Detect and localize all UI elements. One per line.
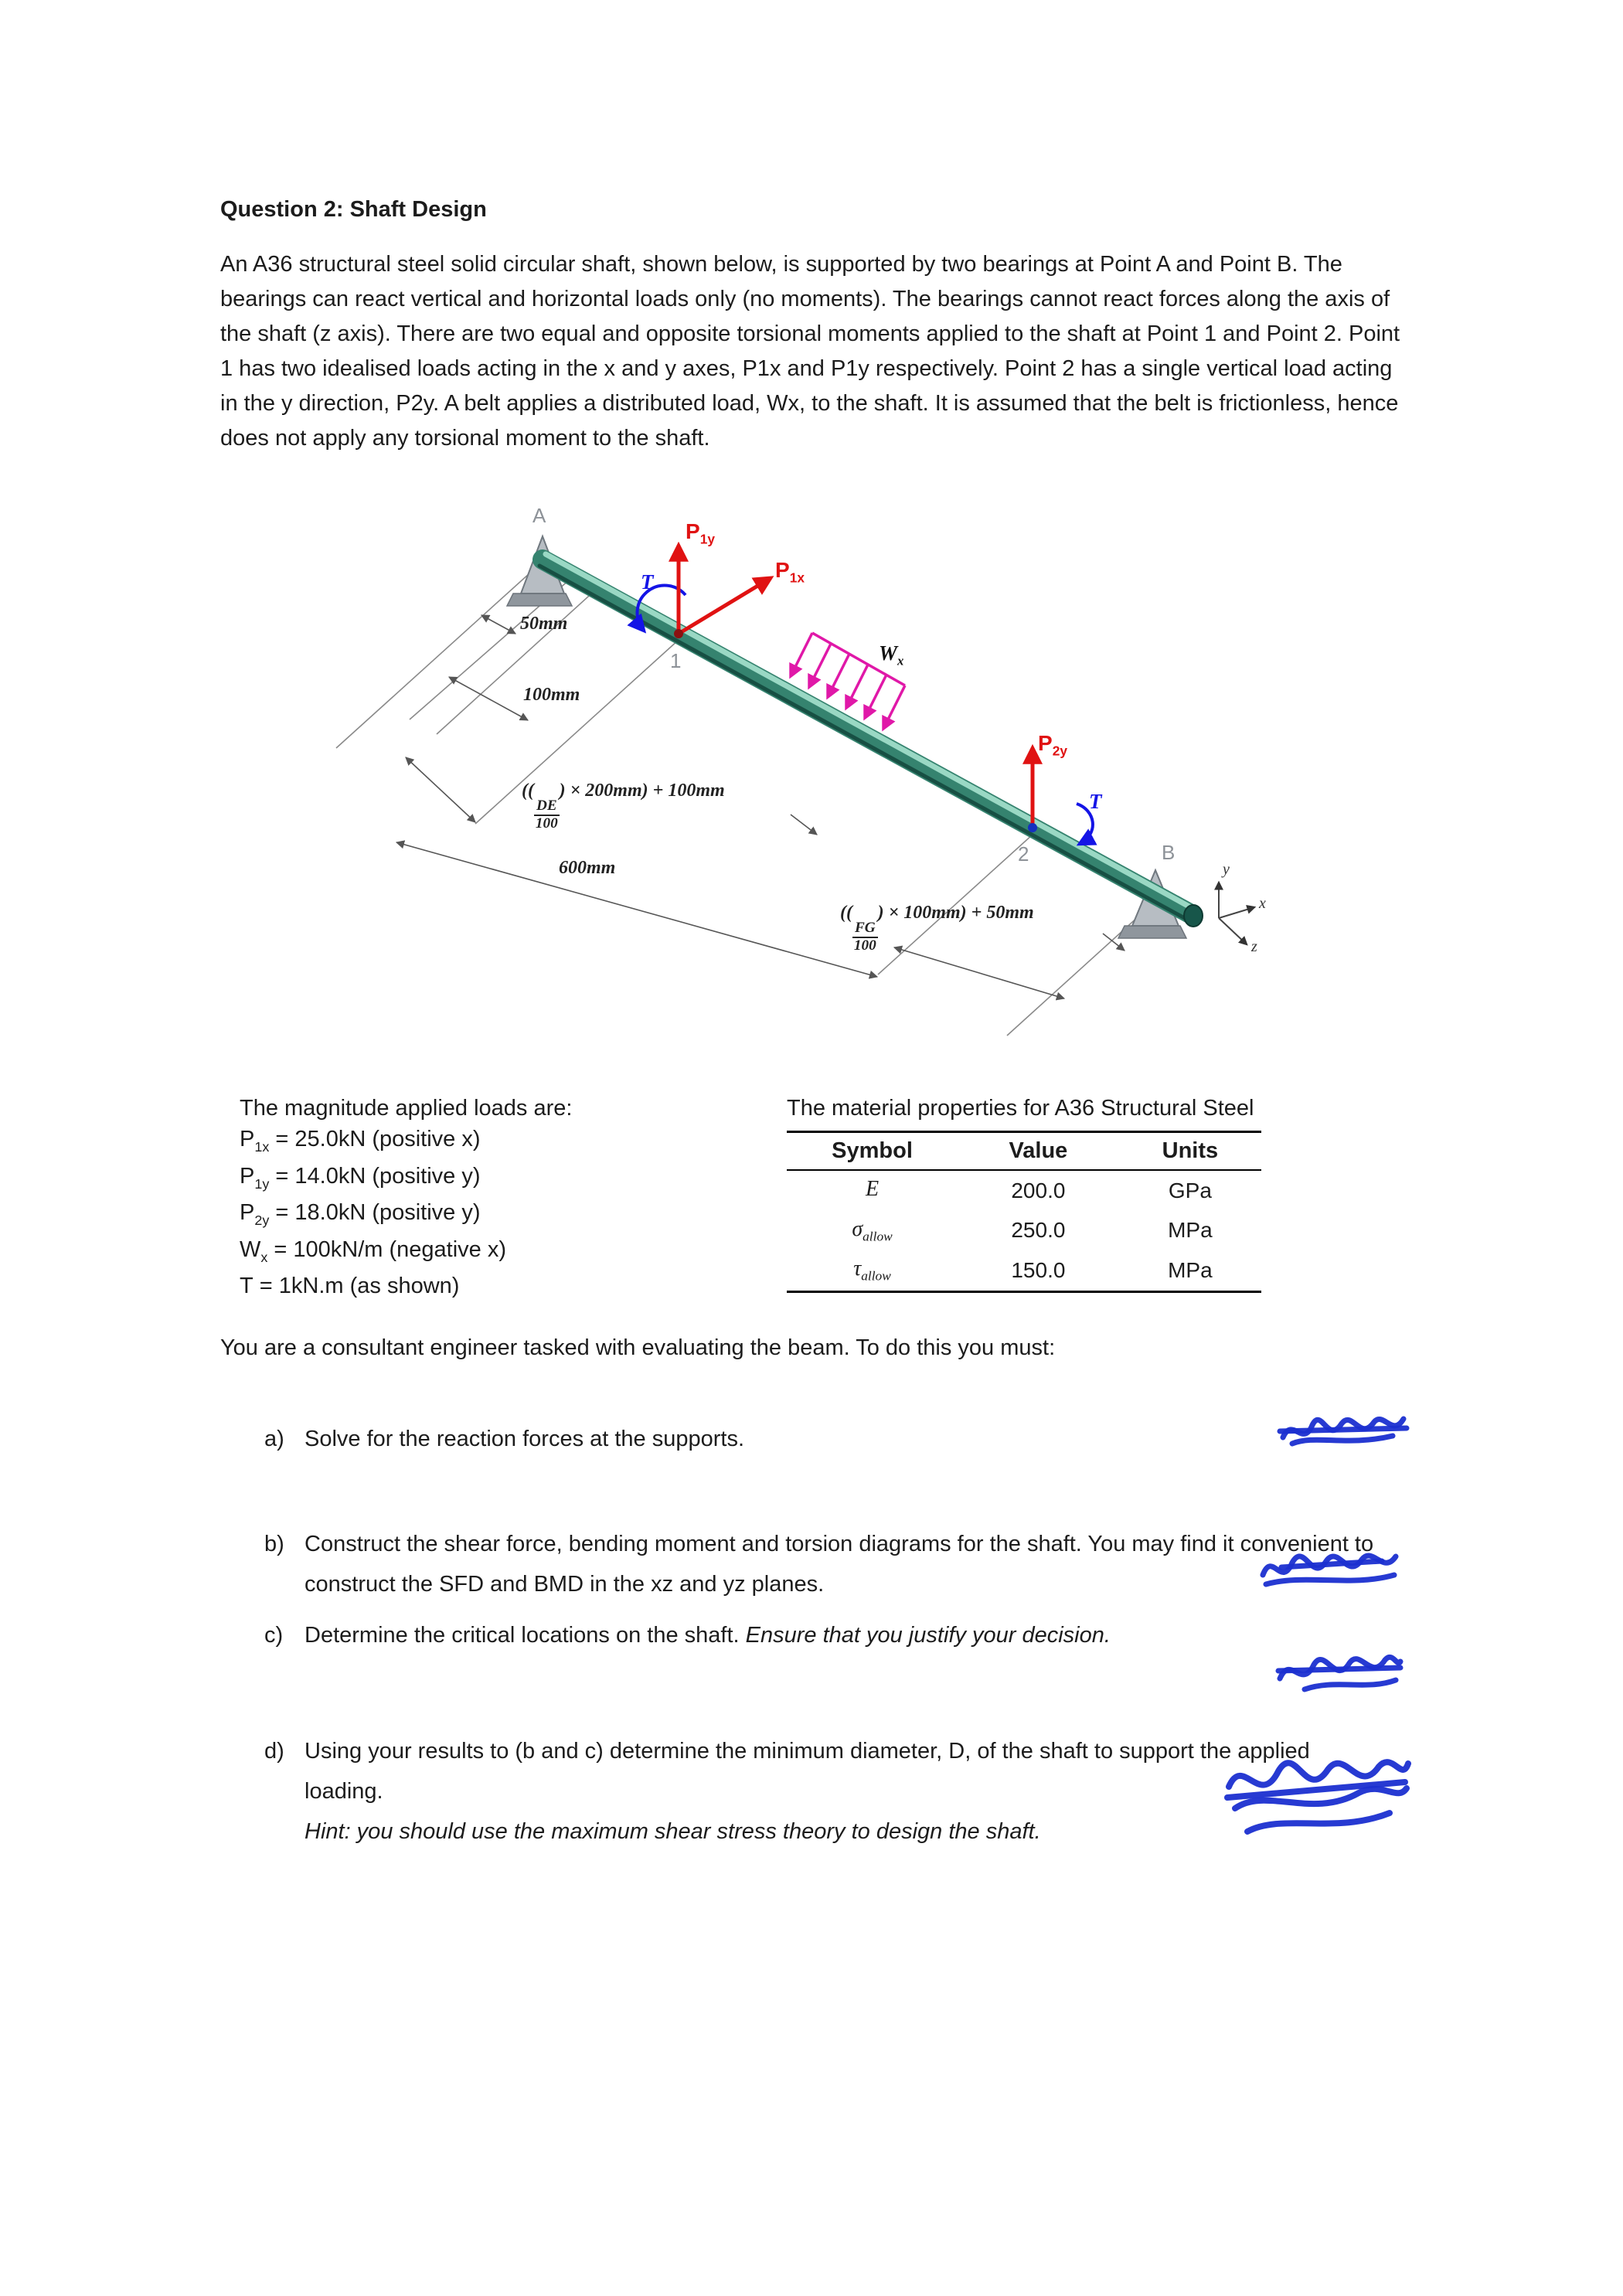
- question-b: [264, 1524, 1424, 1604]
- formula-fg-denominator: 100: [853, 937, 876, 954]
- table-row-sigma: [787, 1211, 1261, 1251]
- p1y-load-label: [686, 519, 715, 548]
- material-header-row: [787, 1132, 1261, 1171]
- page-title: Question 2: Shaft Design: [220, 197, 487, 222]
- dim-50mm-label: 50mm: [520, 614, 568, 634]
- point-2-marker: [1028, 823, 1037, 832]
- loads-heading: The magnitude applied loads are:: [240, 1096, 573, 1121]
- material-heading: The material properties for A36 Structural Steel: [787, 1096, 1254, 1121]
- point-b-label: B: [1162, 841, 1176, 864]
- point-1-marker: [674, 629, 683, 638]
- question-c-body: [305, 1615, 1424, 1655]
- p2y-subscript: 2y: [1052, 743, 1067, 759]
- question-d-text: Using your results to (b and c) determine the minimum diameter, D, of the shaft to support the applied loading.: [305, 1739, 1310, 1804]
- symbol-sigma: [787, 1211, 958, 1251]
- symbol-tau-sub: allow: [861, 1268, 891, 1284]
- dim-100mm-label: 100mm: [523, 685, 580, 705]
- ink-scribble-b: [1258, 1544, 1401, 1600]
- symbol-e: [787, 1170, 958, 1211]
- question-c-label: c): [264, 1623, 284, 1648]
- dim-600mm-label: 600mm: [559, 858, 616, 878]
- shaft-end-cap: [1184, 905, 1203, 927]
- header-units: Units: [1119, 1132, 1261, 1171]
- load-item-t: [240, 1268, 765, 1305]
- load-1-value: = 14.0kN (positive y): [269, 1163, 481, 1189]
- load-item-p1x: [240, 1121, 765, 1158]
- load-1-symbol: P: [240, 1163, 255, 1189]
- load-0-symbol: P: [240, 1127, 255, 1151]
- symbol-tau: [787, 1250, 958, 1291]
- ink-scribble-d: [1220, 1748, 1413, 1847]
- load-0-value: = 25.0kN (positive x): [269, 1127, 481, 1151]
- header-symbol: Symbol: [787, 1132, 958, 1171]
- load-2-value: = 18.0kN (positive y): [269, 1200, 481, 1226]
- formula-de-open: ((: [522, 781, 534, 801]
- question-c-text: Determine the critical locations on the shaft.: [305, 1623, 746, 1648]
- torque-1-label: T: [641, 570, 654, 594]
- p1x-symbol: P: [775, 558, 790, 582]
- load-4-symbol: T: [240, 1274, 253, 1299]
- point-1-label: 1: [670, 649, 682, 672]
- ink-scribble-c: [1274, 1645, 1407, 1700]
- consultant-line: You are a consultant engineer tasked with evaluating the beam. To do this you must:: [220, 1335, 1056, 1360]
- torque-2-label: T: [1089, 790, 1102, 813]
- point-2-label: 2: [1018, 842, 1029, 866]
- symbol-tau-text: τ: [853, 1257, 862, 1281]
- question-d-label: d): [264, 1739, 284, 1764]
- dim-formula-fg-label: [840, 903, 1034, 954]
- table-row-e: [787, 1170, 1261, 1211]
- p2y-symbol: P: [1038, 731, 1053, 755]
- units-tau: MPa: [1119, 1250, 1261, 1291]
- question-c-italic: Ensure that you justify your decision.: [745, 1623, 1111, 1648]
- p1x-load-label: [775, 558, 805, 587]
- value-e: 200.0: [1011, 1178, 1066, 1202]
- load-item-p2y: [240, 1195, 765, 1232]
- wx-symbol: W: [879, 641, 898, 665]
- value-tau: 150.0: [958, 1250, 1119, 1291]
- units-e: GPa: [1168, 1178, 1212, 1202]
- load-item-wx: [240, 1232, 765, 1269]
- wx-load-label: [879, 641, 903, 668]
- formula-fg-rest: ) × 100mm) + 50mm: [877, 903, 1034, 923]
- formula-fg-fraction: [852, 920, 878, 954]
- axis-z-label: z: [1251, 938, 1257, 955]
- question-d-hint: Hint: you should use the maximum shear stress theory to design the shaft.: [305, 1819, 1041, 1845]
- p2y-load-label: [1038, 731, 1067, 760]
- material-properties: [787, 1096, 1328, 1293]
- p1x-subscript: 1x: [789, 570, 805, 586]
- wx-subscript: x: [897, 653, 904, 668]
- load-3-subscript: x: [260, 1249, 268, 1265]
- material-table: [787, 1131, 1261, 1293]
- question-c: [264, 1615, 1424, 1655]
- shaft-diagram: [220, 485, 1403, 1097]
- load-2-symbol: P: [240, 1200, 255, 1226]
- intro-paragraph: An A36 structural steel solid circular shaft, shown below, is supported by two bearings at Point A and Point B. The bearings can react vertical and horizontal loads only (no moments). The bearings cannot react forces along the axis of the shaft (z axis). There are two equal and opposite torsional moments applied to the shaft at Point 1 and Point 2. Point 1 has two idealised loads acting in the x and y axes, P1x and P1y respectively. Point 2 has a single vertical load acting in the y direction, P2y. A belt applies a distributed load, Wx, to the shaft. It is assumed that the belt is frictionless, hence does not apply any torsional moment to the shaft.: [220, 252, 1400, 451]
- header-value: Value: [958, 1132, 1119, 1171]
- axis-x-label: x: [1259, 895, 1266, 912]
- formula-de-fraction: [534, 798, 560, 832]
- load-4-value: = 1kN.m (as shown): [253, 1274, 460, 1299]
- formula-de-numerator: DE: [534, 798, 560, 816]
- load-item-p1y: [240, 1158, 765, 1196]
- question-b-text: Construct the shear force, bending moment and torsion diagrams for the shaft. You may find it convenient to construct the SFD and BMD in the xz and yz planes.: [305, 1532, 1374, 1597]
- symbol-e-text: E: [865, 1177, 880, 1201]
- question-a-label: a): [264, 1427, 284, 1451]
- shaft-diagram-drawing: [220, 485, 1403, 1097]
- load-3-symbol: W: [240, 1236, 261, 1262]
- formula-fg-numerator: FG: [852, 920, 878, 938]
- question-b-label: b): [264, 1532, 284, 1556]
- symbol-sigma-text: σ: [852, 1216, 863, 1241]
- loads-list: [240, 1096, 765, 1305]
- p1y-subscript: 1y: [699, 531, 715, 547]
- axis-y-label: y: [1223, 861, 1230, 878]
- load-2-subscript: 2y: [254, 1212, 270, 1228]
- value-sigma: 250.0: [1011, 1218, 1066, 1243]
- question-a: [264, 1419, 1408, 1459]
- coordinate-axes: [1219, 883, 1254, 944]
- table-row-tau: [787, 1250, 1261, 1291]
- symbol-sigma-sub: allow: [863, 1229, 893, 1244]
- load-1-subscript: 1y: [254, 1175, 270, 1192]
- p1y-symbol: P: [686, 519, 700, 543]
- question-a-text: Solve for the reaction forces at the supports.: [305, 1427, 745, 1451]
- formula-fg-open: ((: [840, 903, 852, 923]
- point-a-label: A: [532, 504, 546, 527]
- units-sigma: MPa: [1168, 1218, 1213, 1243]
- formula-de-denominator: 100: [535, 815, 558, 832]
- load-3-value: = 100kN/m (negative x): [267, 1236, 507, 1262]
- ink-scribble-a: [1277, 1408, 1412, 1456]
- formula-de-rest: ) × 200mm) + 100mm: [559, 781, 725, 801]
- dim-formula-de-label: [522, 781, 725, 832]
- load-0-subscript: 1x: [254, 1138, 270, 1155]
